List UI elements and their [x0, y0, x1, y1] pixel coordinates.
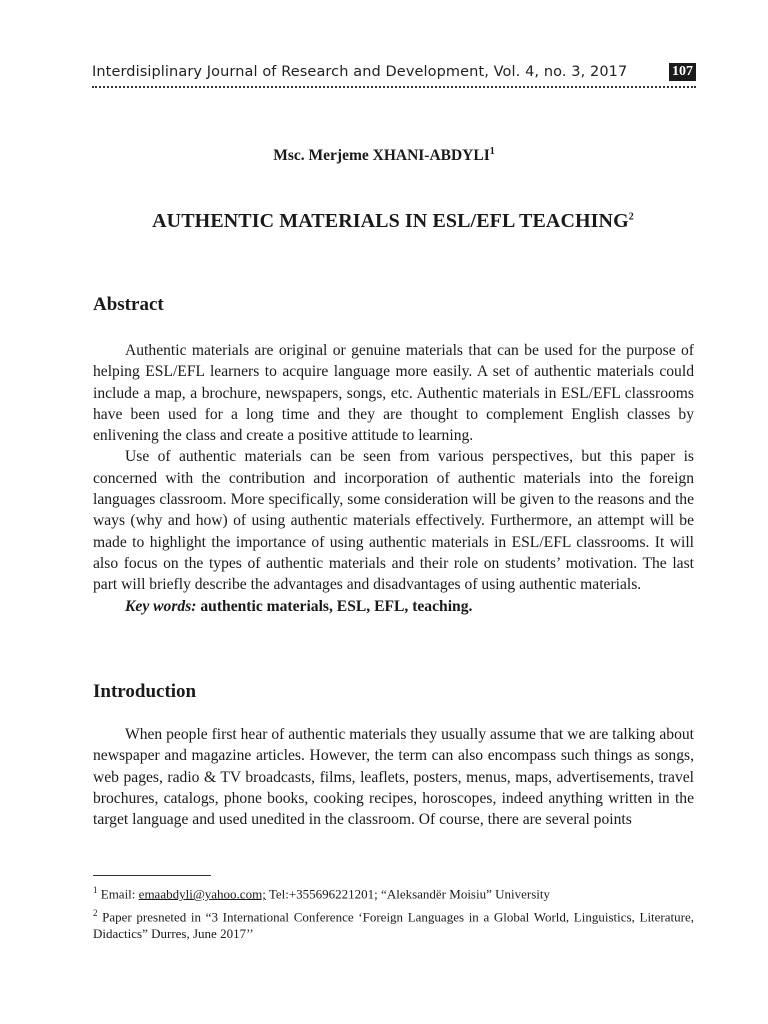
abstract-body [93, 340, 694, 617]
paper-title [0, 210, 768, 233]
introduction-body [93, 724, 694, 830]
footnote-2 [93, 905, 694, 942]
journal-title: Interdisiplinary Journal of Research and Development, Vol. 4, no. 3, 2017 [92, 64, 628, 80]
footnote-1-mark: 1 [93, 885, 98, 895]
page-number-badge: 107 [669, 63, 696, 81]
author-line [0, 146, 768, 165]
introduction-paragraph: When people first hear of authentic materials they usually assume that we are talking about newspaper and magazine articles. However, the term can also encompass such things as songs, web pages, radio & TV broadcasts, films, leaflets, posters, menus, maps, advertisements, travel brochures, catalogs, phone books, cooking recipes, horoscopes, indeed anything written in the target language and used unedited in the classroom. Of course, there are several points [93, 726, 694, 829]
footnote-1 [93, 882, 694, 902]
abstract-paragraph-2: Use of authentic materials can be seen from various perspectives, but this paper is concerned with the contribution and incorporation of authentic materials into the foreign languages classroom. More specifically, some consideration will be given to the reasons and the ways (why and how) of using authentic materials effectively. Furthermore, an attempt will be made to highlight the importance of using authentic materials in ESL/EFL classrooms. It will also focus on the types of authentic materials and their role on students’ motivation. The last part will briefly describe the advantages and disadvantages of using authentic materials. [93, 448, 694, 594]
running-head [92, 62, 696, 88]
abstract-heading: Abstract [93, 294, 164, 315]
footnote-2-text: Paper presneted in “3 International Conference ‘Foreign Languages in a Global World, Linguistics, Literature, Didactics” Durres, June 2017’’ [93, 909, 694, 942]
keywords-text: authentic materials, ESL, EFL, teaching. [200, 597, 473, 615]
footnote-divider [93, 875, 211, 876]
abstract-paragraph-1: Authentic materials are original or genuine materials that can be used for the purpose of helping ESL/EFL learners to acquire language more easily. A set of authentic materials could include a map, a brochure, newspapers, songs, etc. Authentic materials in ESL/EFL classrooms have been used for a long time and they are thought to complement English classes by enlivening the class and create a positive attitude to learning. [93, 342, 694, 445]
footnote-2-mark: 2 [93, 908, 98, 918]
keywords-label: Key words: [125, 597, 197, 615]
keywords-line [93, 596, 694, 617]
footnote-1-prefix: Email: [97, 886, 139, 902]
author-footnote-mark[interactable]: 1 [489, 146, 495, 157]
email-link[interactable]: emaabdyli@yahoo.com; [138, 886, 266, 902]
footnote-1-rest: Tel:+355696221201; “Aleksandër Moisiu” University [265, 886, 551, 902]
author-name: Msc. Merjeme XHANI-ABDYLI [273, 147, 490, 165]
paper-title-text: AUTHENTIC MATERIALS IN ESL/EFL TEACHING [152, 210, 629, 232]
title-footnote-mark[interactable]: 2 [628, 211, 634, 223]
introduction-heading: Introduction [93, 681, 197, 702]
